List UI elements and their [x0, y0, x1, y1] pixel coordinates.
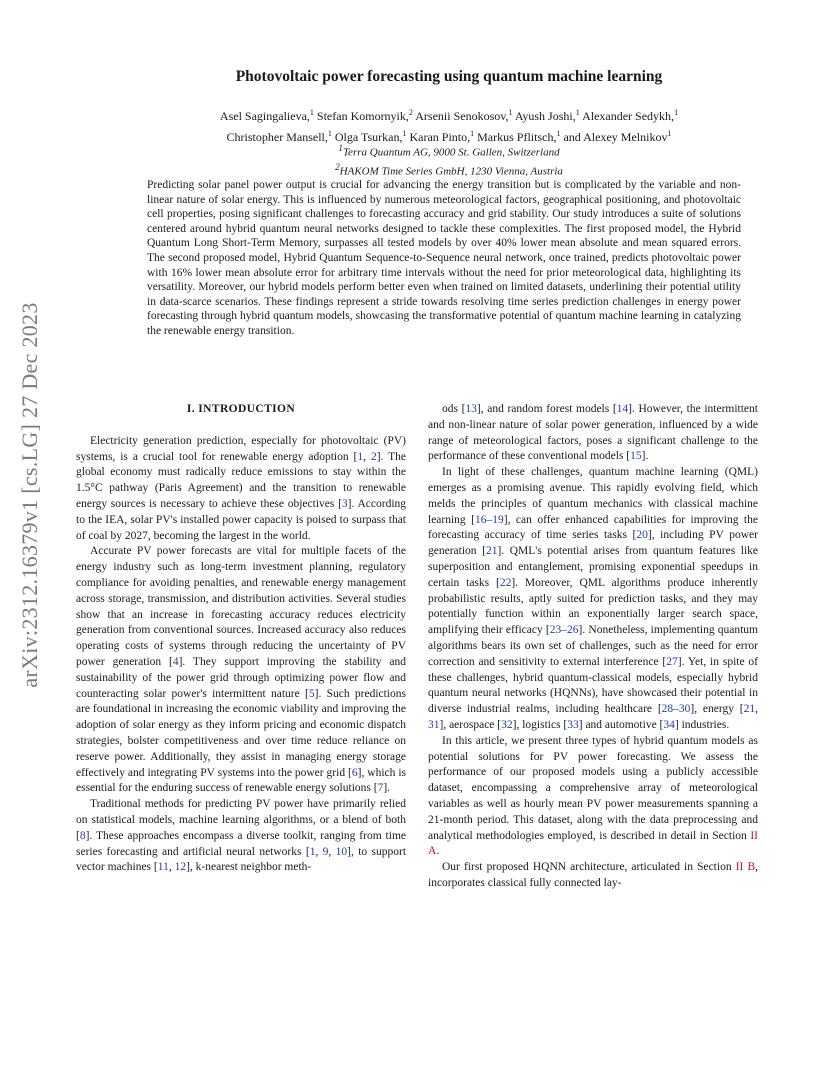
affiliation-number: 2: [335, 161, 340, 172]
author-name: Christopher Mansell,: [226, 130, 328, 144]
citation-link[interactable]: 21: [485, 545, 498, 558]
left-column-body: [76, 434, 406, 876]
paragraph: ods [13], and random forest models [14]. However, the intermittent and non-linear nature of solar power generation, influenced by a wide range of meteorological factors, poses a significant challenge to the performance of these conventional models [15].: [428, 403, 758, 463]
author-name: Olga Tsurkan,: [334, 130, 403, 144]
affiliation-list: [120, 141, 778, 178]
citation-link[interactable]: 22: [499, 576, 512, 589]
author-name: Stefan Komornyik,: [316, 109, 409, 123]
affiliation-marker: 1: [309, 108, 314, 117]
author-name: Arsenii Senokosov,: [415, 109, 509, 123]
author-name: Ayush Joshi,: [514, 109, 576, 123]
citation-link[interactable]: 7: [377, 782, 384, 795]
paper-title: Photovoltaic power forecasting using quantum machine learning: [235, 68, 663, 85]
affiliation-number: 1: [338, 143, 343, 153]
citation-link[interactable]: 34: [663, 718, 675, 731]
affiliation: [120, 160, 778, 179]
citation-link[interactable]: 1: [357, 450, 364, 463]
author-name: Alexander Sedykh,: [582, 109, 675, 123]
arxiv-sidebar-stamp: [10, 285, 50, 705]
author-list: [110, 104, 788, 146]
citation-link[interactable]: 12: [174, 861, 187, 874]
affiliation-marker: 1: [575, 108, 580, 117]
citation-link[interactable]: 1: [309, 845, 316, 858]
paragraph: In this article, we present three types of hybrid quantum models as potential solutions for PV power forecasting. We assess the performance of our proposed models using a publicly accessible dataset, encompassing a comprehensive array of meteorological variables as well as hourly mean PV power measurements spanning a 21-month period. This dataset, along with the data preprocessing and analytical methodologies employed, is described in detail in Section II A.: [428, 734, 758, 858]
abstract: Predicting solar panel power output is crucial for advancing the energy transition but is complicated by the variable and non-linear nature of solar energy. This is influenced by numerous meteorological factors, geographical positioning, and photovoltaic cell properties, posing significant challenges to forecasting accuracy and grid stability. Our study introduces a suite of solutions centered around hybrid quantum neural networks designed to tackle these complexities. The first proposed model, the Hybrid Quantum Long Short-Term Memory, surpasses all tested models by over 40% lower mean absolute and mean squared errors. The second proposed model, Hybrid Quantum Sequence-to-Sequence neural network, once trained, predicts photovoltaic power with 16% lower mean absolute error for arbitrary time intervals without the need for prior meteorological data, highlighting its versatility. Moreover, our hybrid models perform better even when trained on limited datasets, underlining their potential utility in data-scarce scenarios. These findings represent a stride towards resolving time series prediction challenges in energy power forecasting through hybrid quantum models, showcasing the transformative potential of quantum machine learning in catalyzing the renewable energy transition.: [147, 179, 741, 337]
right-column-body: [428, 402, 758, 892]
citation-link[interactable]: 11: [157, 861, 169, 874]
affiliation: [120, 141, 778, 160]
citation-link[interactable]: 33: [567, 718, 579, 731]
affiliation-marker: 1: [470, 129, 475, 138]
section-reference-link[interactable]: II A: [428, 829, 758, 858]
section-heading: I. INTRODUCTION: [186, 403, 296, 415]
affiliation-marker: 1: [402, 129, 407, 138]
section-reference-link[interactable]: II B: [735, 861, 756, 874]
citation-link[interactable]: 16–19: [474, 513, 504, 526]
citation-link[interactable]: 3: [341, 497, 348, 510]
citation-link[interactable]: 15: [630, 450, 642, 463]
affiliation-text: HAKOM Time Series GmbH, 1230 Vienna, Austria: [339, 165, 563, 178]
citation-link[interactable]: 31: [428, 718, 440, 731]
affiliation-marker: 1: [508, 108, 513, 117]
citation-link[interactable]: 8: [79, 829, 86, 842]
author-name: Asel Sagingalieva,: [219, 109, 310, 123]
affiliation-marker: 1: [556, 129, 561, 138]
citation-link[interactable]: 28–30: [661, 703, 691, 716]
citation-link[interactable]: 6: [351, 766, 358, 779]
affiliation-marker: 1: [674, 108, 679, 117]
citation-link[interactable]: 2: [370, 450, 377, 463]
citation-link[interactable]: 32: [501, 718, 513, 731]
citation-link[interactable]: 20: [636, 529, 648, 542]
paragraph: Our first proposed HQNN architecture, articulated in Section II B, incorporates classical fully connected lay-: [428, 861, 758, 889]
citation-link[interactable]: 23–26: [549, 624, 579, 637]
citation-link[interactable]: 13: [465, 403, 477, 415]
paragraph: Traditional methods for predicting PV power have primarily relied on statistical models, machine learning algorithms, or a blend of both [8]. These approaches encompass a diverse toolkit, ranging from time series forecasting and artificial neural networks [1, 9, 10], to support vector machines [11, 12], k-nearest neighbor meth-: [76, 798, 407, 874]
affiliation-marker: 2: [408, 108, 413, 117]
citation-link[interactable]: 27: [666, 655, 678, 668]
right-column: [428, 402, 758, 892]
affiliation-marker: 1: [327, 129, 332, 138]
paragraph: Accurate PV power forecasts are vital for multiple facets of the energy industry such as long-term investment planning, regulatory compliance for avoiding penalties, and renewable energy management across storage, transmission, and distribution activities. Several studies show that an increase in forecasting accuracy reduces electricity generation from conventional sources. Increased accuracy also reduces operating costs of systems through reducing the uncertainty of PV power generation [4]. They support improving the stability and sustainability of the power grid through optimizing power flow and counteracting solar power's intermittent nature [5]. Such predictions are foundational in increasing the economic viability and improving the adoption of solar energy as they inform pricing and economic dispatch strategies, bolster competitiveness and over time reduce reliance on reserve power. Additionally, they assist in managing energy storage effectively and integrating PV systems into the power grid [6], which is essential for the enduring success of renewable energy solutions [7].: [76, 545, 407, 795]
left-column: [76, 400, 406, 876]
author-name: Karan Pinto,: [409, 130, 471, 144]
paragraph: In light of these challenges, quantum machine learning (QML) emerges as a promising avenue. This rapidly evolving field, which melds the principles of quantum mechanics with classical machine learning [16–19], can offer enhanced capabilities for improving the forecasting accuracy of time series tasks [20], including PV power generation [21]. QML's potential arises from quantum features like superposition and entanglement, promising exponential speedups in certain tasks [22]. Moreover, QML algorithms produce inherently probabilistic results, aptly suited for prediction tasks, and they may potentially function within an exponentially larger search space, amplifying their efficacy [23–26]. Nonetheless, implementing quantum algorithms bears its own set of challenges, such as the need for error correction and sensitivity to external interference [27]. Yet, in spite of these challenges, hybrid quantum-classical models, especially hybrid quantum neural networks (HQNNs), have showcased their potential in diverse industrial realms, including healthcare [28–30], energy [21, 31], aerospace [32], logistics [33] and automotive [34] industries.: [428, 466, 759, 731]
citation-link[interactable]: 21: [743, 703, 756, 716]
paragraph: Electricity generation prediction, especially for photovoltaic (PV) systems, is a crucial tool for renewable energy adoption [1, 2]. The global economy must radically reduce emissions to stay within the 1.5°C pathway (Paris Agreement) and the transition to renewable energy sources is necessary to achieve these objectives [3]. According to the IEA, solar PV's installed power capacity is poised to surpass that of coal by 2027, becoming the largest in the world.: [76, 434, 407, 542]
affiliation-marker: 1: [667, 129, 672, 138]
citation-link[interactable]: 5: [308, 687, 315, 700]
author-name: Markus Pflitsch,: [477, 130, 557, 144]
citation-link[interactable]: 14: [616, 403, 629, 415]
citation-link[interactable]: 10: [335, 845, 348, 858]
arxiv-identifier: arXiv:2312.16379v1 [cs.LG] 27 Dec 2023: [17, 302, 42, 688]
affiliation-text: Terra Quantum AG, 9000 St. Gallen, Switzerland: [342, 146, 560, 159]
citation-link[interactable]: 9: [322, 845, 329, 858]
author-name: and Alexey Melnikov: [563, 130, 668, 144]
citation-link[interactable]: 4: [172, 655, 179, 668]
